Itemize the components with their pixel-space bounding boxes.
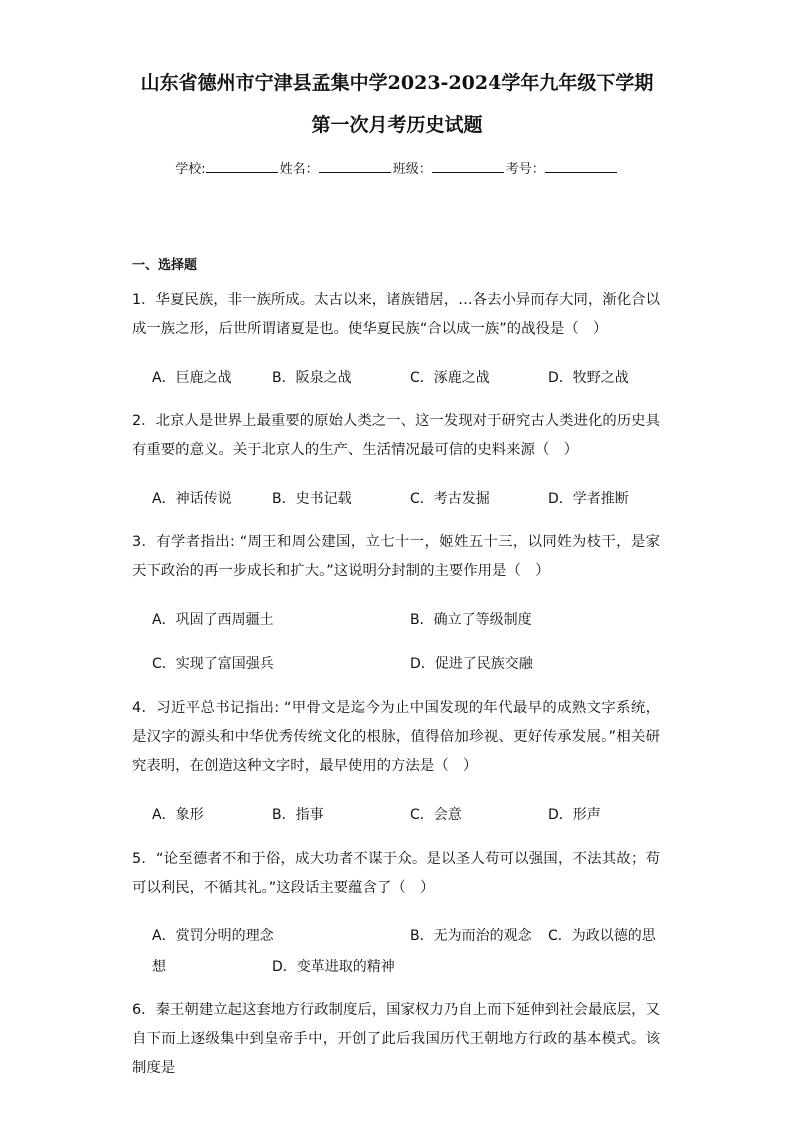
name-blank (319, 160, 391, 173)
q4-option-c: C．会意 (410, 807, 462, 823)
question-2: 2．北京人是世界上最重要的原始人类之一、这一发现对于研究古人类进化的历史具有重要的意义。关于北京人的生产、生活情况最可信的史料来源（ ） (132, 413, 660, 458)
school-blank (206, 160, 278, 173)
q3-option-d: D．促进了民族交融 (410, 656, 533, 672)
q2-option-a: A．神话传说 (152, 491, 232, 507)
q3-option-a: A．巩固了西周疆土 (152, 612, 274, 628)
q5-option-b: B．无为而治的观念 (410, 928, 532, 944)
q2-option-d: D．学者推断 (548, 491, 629, 507)
class-blank (432, 160, 504, 173)
q5-option-a: A．赏罚分明的理念 (152, 928, 274, 944)
q1-option-d: D．牧野之战 (548, 370, 629, 386)
exam-number-label: 考号： (505, 162, 545, 177)
q5-option-d: D．变革进取的精神 (272, 959, 395, 975)
class-label: 班级： (392, 162, 432, 177)
exam-number-blank (545, 160, 617, 173)
q5-option-c: C．为政以德的思 (548, 928, 656, 944)
question-3: 3．有学者指出: “周王和周公建国，立七十一，姬姓五十三，以同姓为枝干，是家天下政治的再一步成长和扩大。”这说明分封制的主要作用是（ ） (132, 534, 660, 579)
q3-option-b: B．确立了等级制度 (410, 612, 532, 628)
q5-option-c-wrap: 想 (152, 959, 166, 975)
q1-option-a: A．巨鹿之战 (152, 370, 232, 386)
section-title: 一、选择题 (132, 258, 198, 273)
exam-title-line2: 第一次月考历史试题 (311, 114, 483, 136)
school-label: 学校: (175, 162, 206, 177)
q1-option-c: C．涿鹿之战 (410, 370, 490, 386)
question-6: 6．秦王朝建立起这套地方行政制度后，国家权力乃自上而下延伸到社会最底层，又自下而上逐级集中到皇帝手中，开创了此后我国历代王朝地方行政的基本模式。该制度是 (132, 1002, 660, 1076)
q4-option-a: A．象形 (152, 807, 204, 823)
q4-option-b: B．指事 (272, 807, 324, 823)
q2-option-c: C．考古发掘 (410, 491, 490, 507)
question-5: 5．“论至德者不和于俗，成大功者不谋于众。是以圣人苟可以强国，不法其故；苟可以利民，不循其礼。”这段话主要蕴含了（ ） (132, 851, 660, 896)
q2-option-b: B．史书记载 (272, 491, 352, 507)
q1-option-b: B．阪泉之战 (272, 370, 352, 386)
name-label: 姓名： (279, 162, 319, 177)
q3-option-c: C．实现了富国强兵 (152, 656, 274, 672)
exam-title-line1: 山东省德州市宁津县孟集中学2023-2024学年九年级下学期 (140, 72, 654, 94)
student-info-row (0, 158, 794, 177)
question-1: 1．华夏民族，非一族所成。太古以来，诸族错居，…各去小异而存大同，渐化合以成一族之形，后世所谓诸夏是也。使华夏民族“合以成一族”的战役是（ ） (132, 292, 660, 337)
question-4: 4．习近平总书记指出: “甲骨文是迄今为止中国发现的年代最早的成熟文字系统，是汉字的源头和中华优秀传统文化的根脉，值得倍加珍视、更好传承发展。”相关研究表明，在创造这种文字时，最早使用的方法是（ ） (132, 700, 660, 774)
q4-option-d: D．形声 (548, 807, 601, 823)
